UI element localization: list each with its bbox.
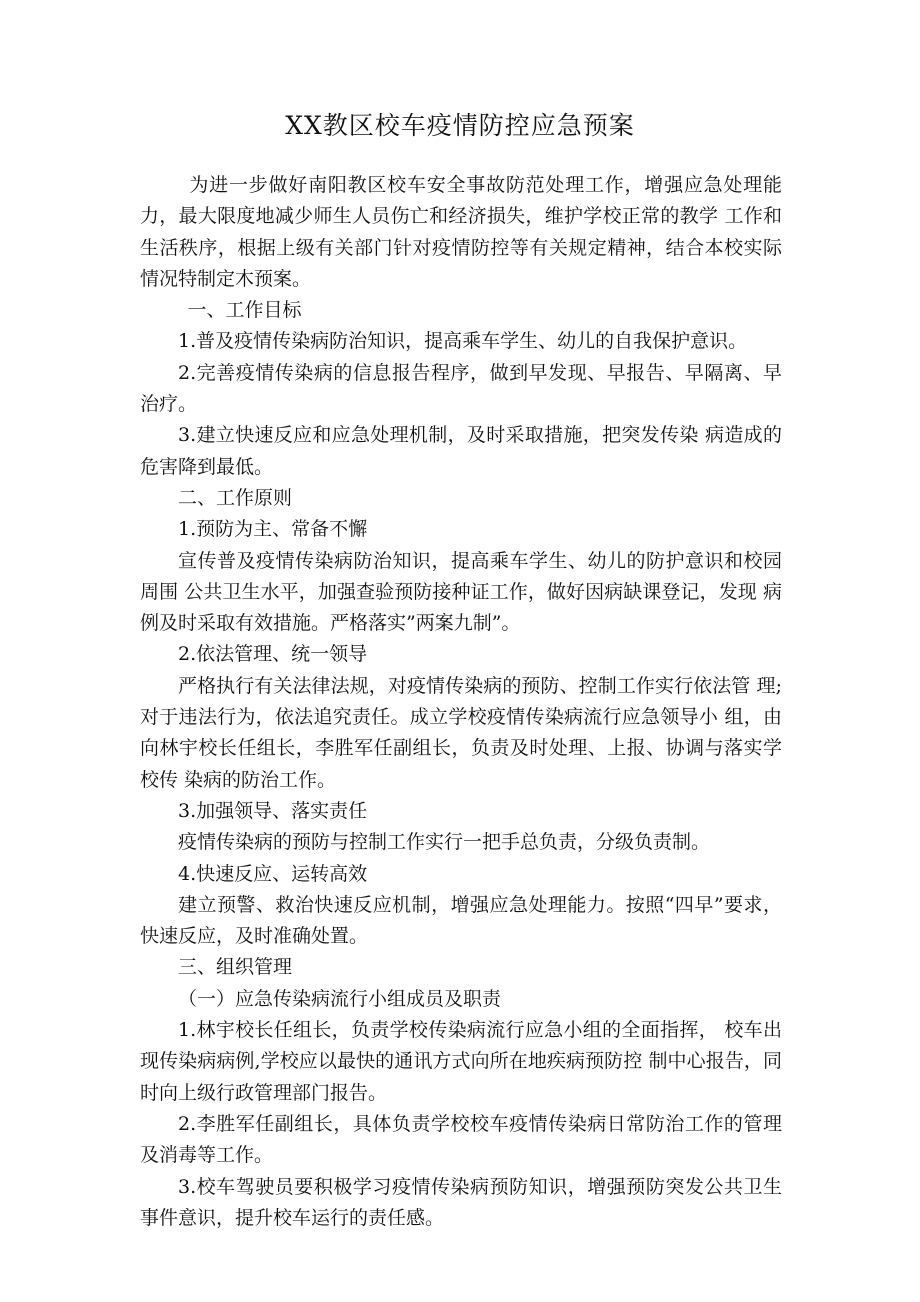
principle-heading-2: 2.依法管理、统一领导 [178,643,368,666]
principle-heading-1: 1.预防为主、常备不懈 [178,518,368,541]
section-heading-organization: 三、组织管理 [178,956,293,979]
intro-paragraph: 为进一步做好南阳教区校车安全事故防范处理工作，增强应急处理能 力，最大限度地减少师生人员伤亡和经济损失，维护学校正常的教学 工作和生活秩序，根据上级有关部门针对疫情防控等有关规定精神，结合本校实际情况特制定木预案。 [140,174,782,290]
goal-item-3: 3.建立快速反应和应急处理机制，及时采取措施，把突发传染 病造成的危害降到最低。 [140,424,782,478]
section-heading-goals: 一、工作目标 [187,299,302,322]
principle-heading-4: 4.快速反应、运转高效 [178,862,368,885]
goal-item-1: 1.普及疫情传染病防治知识，提高乘车学生、幼儿的自我保护意识。 [178,330,748,353]
principle-text-2: 严格执行有关法律法规，对疫情传染病的预防、控制工作实行依法管 理; 对于违法行为，依法追究责任。成立学校疫情传染病流行应急领导小 组，由向林宇校长任组长，李胜军任副组长，负责及时处理、上报、协调与落实学校传 染病的防治工作。 [140,674,782,791]
principle-text-4: 建立预警、救治快速反应机制，增强应急处理能力。按照“四早”要求，快速反应，及时准确处置。 [140,893,782,948]
document-title: XX教区校车疫情防控应急预案 [285,111,635,140]
principle-text-1: 宣传普及疫情传染病防治知识，提高乘车学生、幼儿的防护意识和校园周围 公共卫生水平，加强查验预防接种证工作，做好因病缺课登记，发现 病例及时采取有效措施。严格落实”两案九制”。 [140,549,782,635]
team-item-2: 2.李胜军任副组长，具体负责学校校车疫情传染病日常防治工作的管理及消毒等工作。 [140,1112,782,1167]
team-item-3: 3.校车驾驶员要积极学习疫情传染病预防知识，增强预防突发公共卫生事件意识，提升校车运行的责任感。 [140,1175,782,1229]
document-body [140,170,782,1234]
principle-text-3: 疫情传染病的预防与控制工作实行一把手总负责，分级负责制。 [178,831,711,854]
principle-heading-3: 3.加强领导、落实责任 [178,799,368,822]
section-heading-principles: 二、工作原则 [178,486,293,509]
goal-item-2: 2.完善疫情传染病的信息报告程序，做到早发现、早报告、早隔离、早治疗。 [140,361,782,416]
subsection-heading-team: （一）应急传染病流行小组成员及职责 [178,987,502,1010]
team-item-1: 1.林宇校长任组长，负责学校传染病流行应急小组的全面指挥， 校车出现传染病病例,学校应以最快的通讯方式向所在地疾病预防控 制中心报告，同时向上级行政管理部门报告。 [140,1019,782,1104]
